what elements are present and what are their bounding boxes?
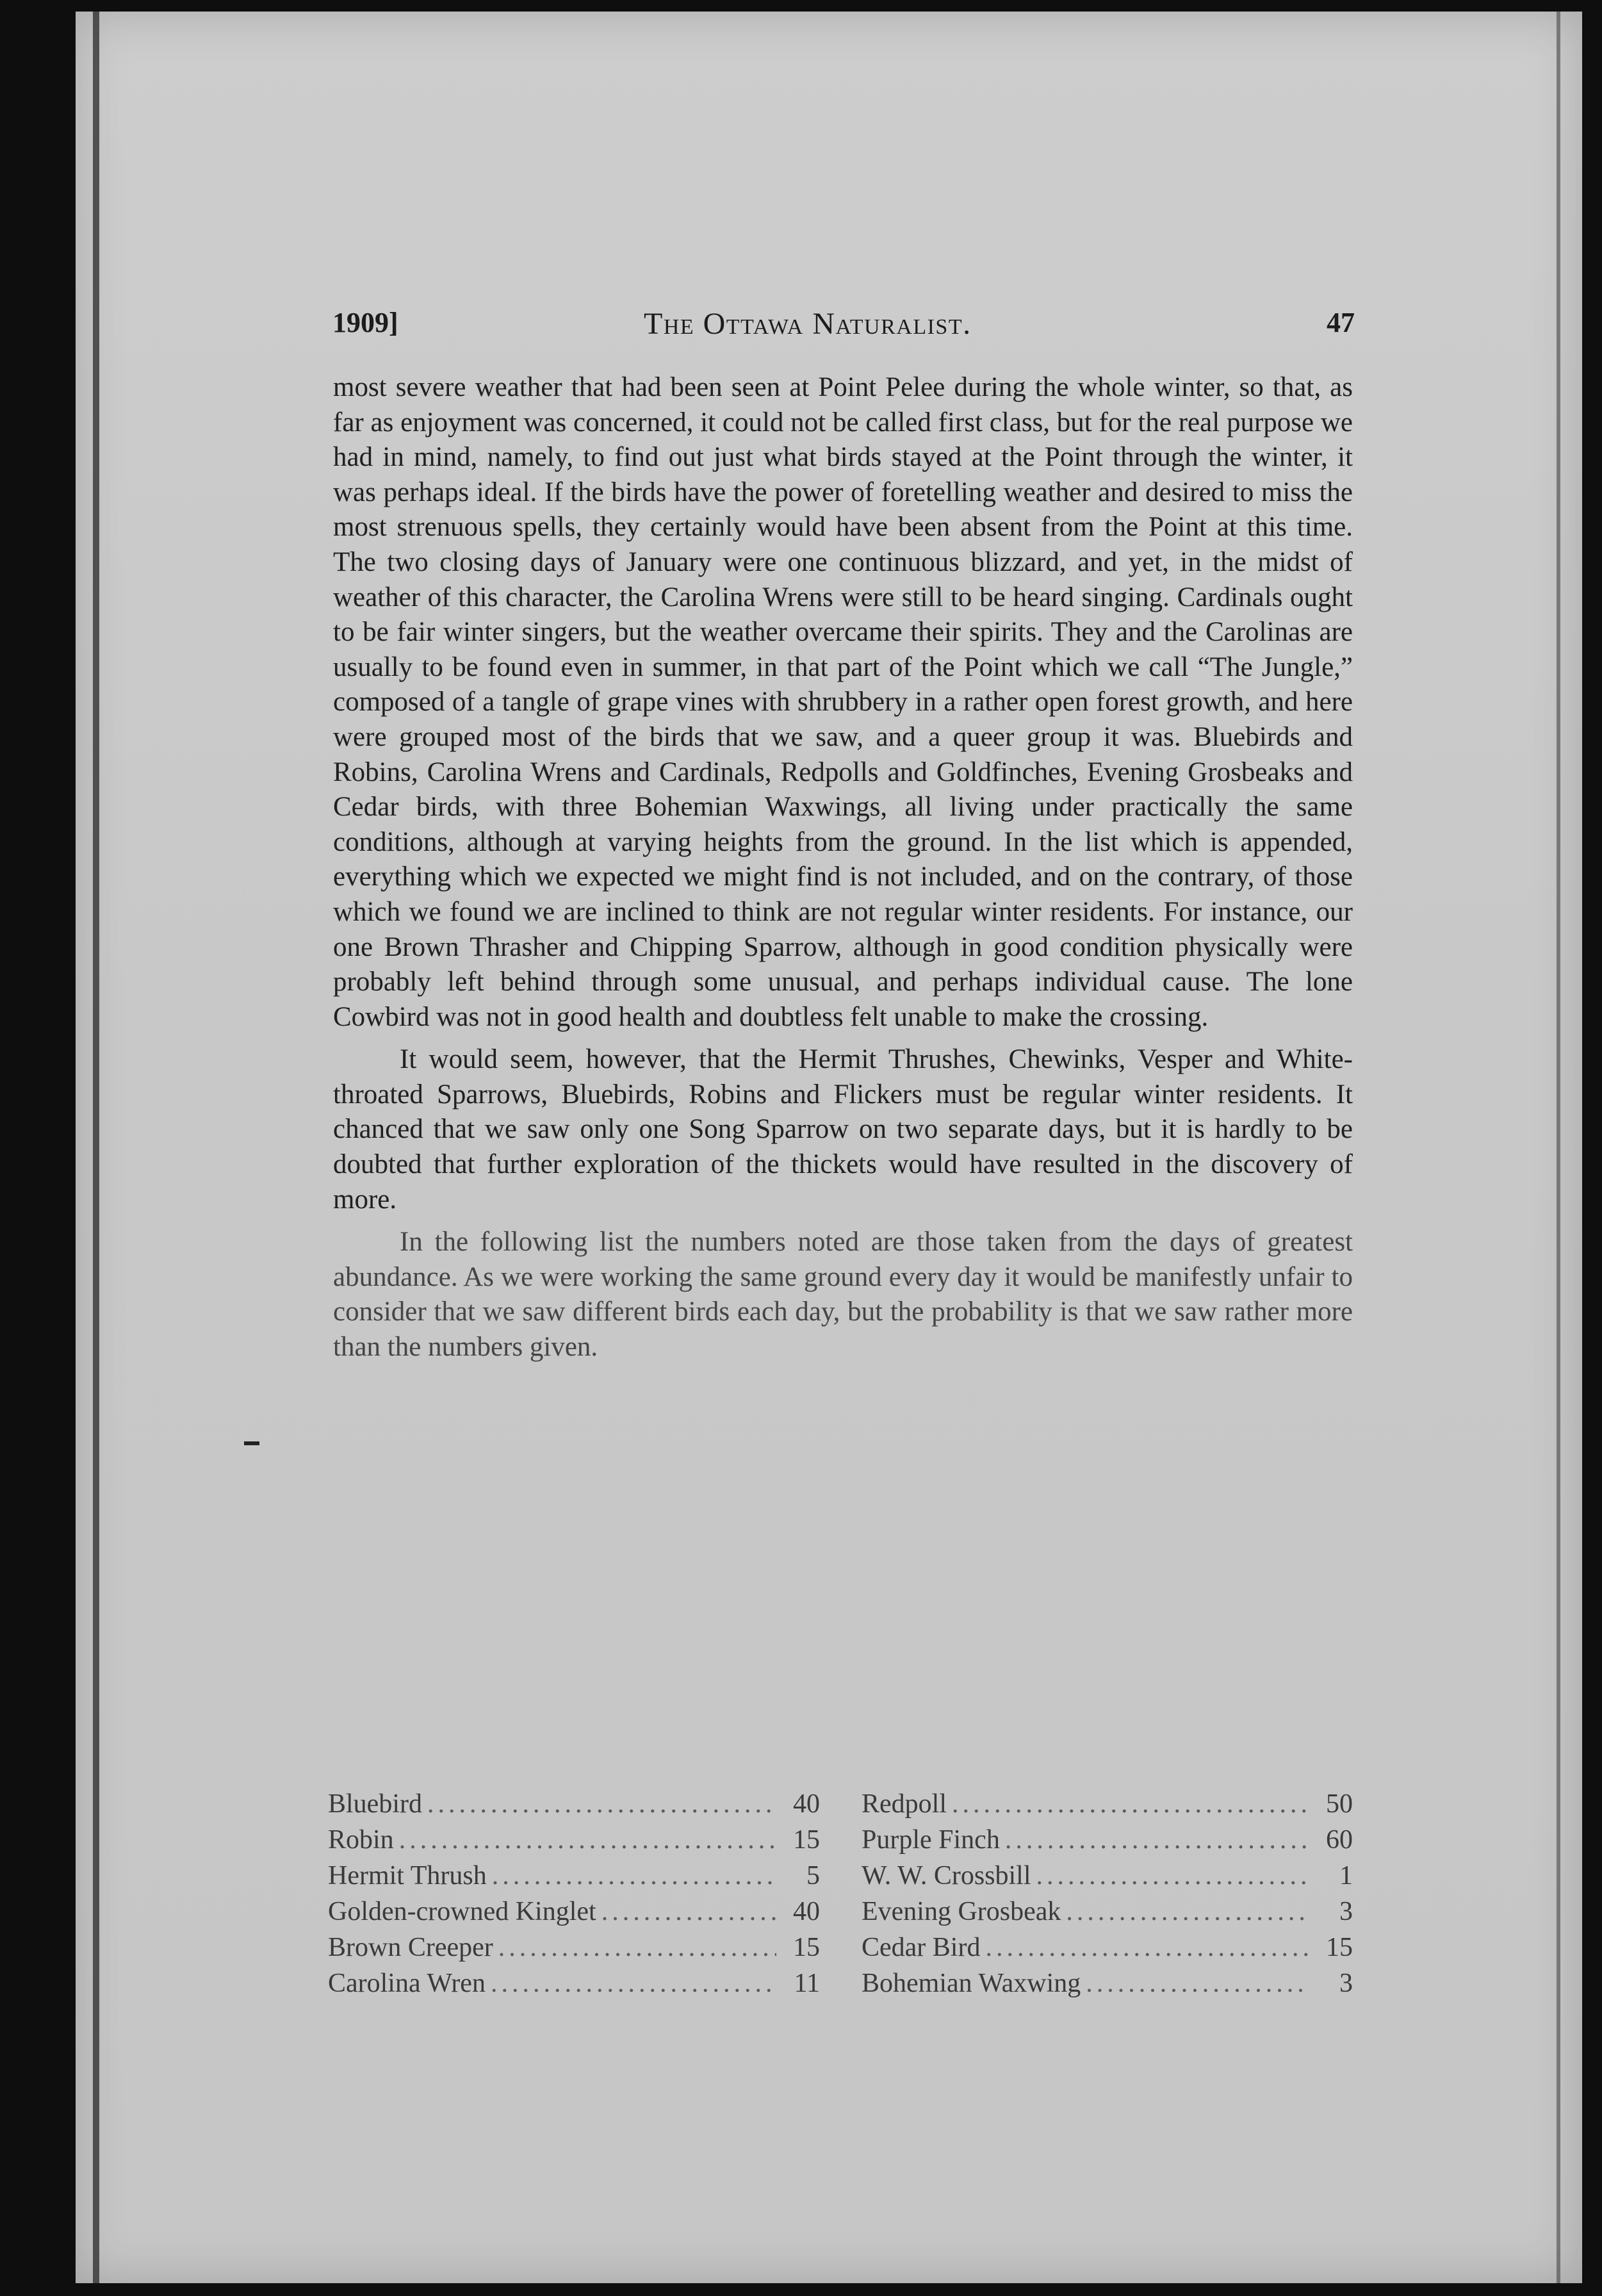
bird-count: 3 [1339,1969,1353,1998]
margin-dash-mark [244,1441,259,1445]
list-item [862,1896,1353,1932]
body-paragraph-list-intro: In the following list the numbers noted are those taken from the days of greatest abundance. As we were working the same ground every day it would be manifestly unfair to consider that we saw different birds each day, but the probability is that we saw rather more than the numbers given. [333,1227,1353,1363]
list-item [328,1896,820,1932]
binding-edge-shadow [93,12,99,2283]
bird-count: 40 [793,1897,820,1926]
bird-name: Bluebird [328,1789,422,1819]
bird-list-left-column [328,1789,820,2004]
dot-leader [985,1932,1309,1963]
dot-leader [498,1932,776,1963]
dot-leader [952,1789,1309,1819]
bird-list-right-column [862,1789,1353,2004]
list-item [328,1932,820,1968]
bird-name: Carolina Wren [328,1969,486,1998]
body-paragraph-continued: most severe weather that had been seen at Point Pelee during the whole winter, so that, as far as enjoyment was concerned, it could not be called first class, but for the real purpose we had in mind, namely, to find out just what birds stayed at the Point through the winter, it was perhaps ideal. If the birds have the power of foretelling weather and desired to miss the most strenuous spells, they certainly would have been absent from the Point at this time. The two closing days of January were one continuous blizzard, and yet, in the midst of weather of this character, the Carolina Wrens were still to be heard singing. Cardinals ought to be fair winter singers, but the weather overcame their spirits. They and the Carolinas are usually to be found even in summer, in that part of the Point which we call “The Jungle,” composed of a tangle of grape vines with shrubbery in a rather open forest growth, and here were grouped most of the birds that we saw, and a queer group it was. Bluebirds and Robins, Carolina Wrens and Cardinals, Redpolls and Goldfinches, Evening Grosbeaks and Cedar birds, with three Bohemian Waxwings, all living under practically the same conditions, although at varying heights from the ground. In the list which is appended, everything which we expected we might find is not included, and on the contrary, of those which we found we are inclined to think are not regular winter residents. For instance, our one Brown Thrasher and Chipping Sparrow, although in good condition physically were probably left behind through some unusual, and perhaps individual cause. The lone Cowbird was not in good health and doubtless felt unable to make the crossing. [333,372,1353,1032]
journal-title: The Ottawa Naturalist. [644,307,972,341]
bird-count: 50 [1326,1789,1353,1819]
list-item [328,1789,820,1824]
article-body [333,370,1353,1365]
bird-name: Golden-crowned Kinglet [328,1897,596,1926]
list-item [862,1968,1353,2004]
bird-count: 3 [1339,1897,1353,1926]
dot-leader [491,1968,776,1999]
list-item [862,1824,1353,1860]
dot-leader [492,1860,776,1891]
list-item [862,1789,1353,1824]
bird-count: 11 [794,1969,820,1998]
bird-count: 1 [1339,1861,1353,1890]
bird-name: Robin [328,1825,394,1855]
list-item [328,1824,820,1860]
page-number: 47 [1327,307,1355,338]
bird-count: 15 [793,1933,820,1962]
bird-name: Brown Creeper [328,1933,493,1962]
bird-name: Hermit Thrush [328,1861,487,1890]
dot-leader [1005,1824,1309,1855]
list-item [862,1932,1353,1968]
list-item [862,1860,1353,1896]
dot-leader [399,1824,776,1855]
bird-name: Bohemian Waxwing [862,1969,1081,1998]
bird-name: Evening Grosbeak [862,1897,1061,1926]
header-year: 1909] [332,307,398,338]
bird-count: 15 [1326,1933,1353,1962]
dot-leader [1086,1968,1309,1999]
dot-leader [427,1789,776,1819]
bird-count: 15 [793,1825,820,1855]
dot-leader [1066,1896,1309,1927]
body-paragraph-residents: It would seem, however, that the Hermit Thrushes, Chewinks, Vesper and White-throated Sparrows, Bluebirds, Robins and Flickers must be regular winter residents. It chanced that we saw only one Song Sparrow on two separate days, but it is hardly to be doubted that further exploration of the thickets would have resulted in the discovery of more. [333,1044,1353,1215]
bird-name: W. W. Crossbill [862,1861,1031,1890]
list-item [328,1968,820,2004]
bird-name: Redpoll [862,1789,947,1819]
page-edge-shadow [1557,12,1560,2283]
bird-name: Purple Finch [862,1825,1000,1855]
dot-leader [601,1896,776,1927]
bird-count: 60 [1326,1825,1353,1855]
list-item [328,1860,820,1896]
bird-name: Cedar Bird [862,1933,981,1962]
dot-leader [1036,1860,1309,1891]
running-head [330,306,1355,351]
bird-count: 40 [793,1789,820,1819]
bird-count: 5 [806,1861,820,1890]
